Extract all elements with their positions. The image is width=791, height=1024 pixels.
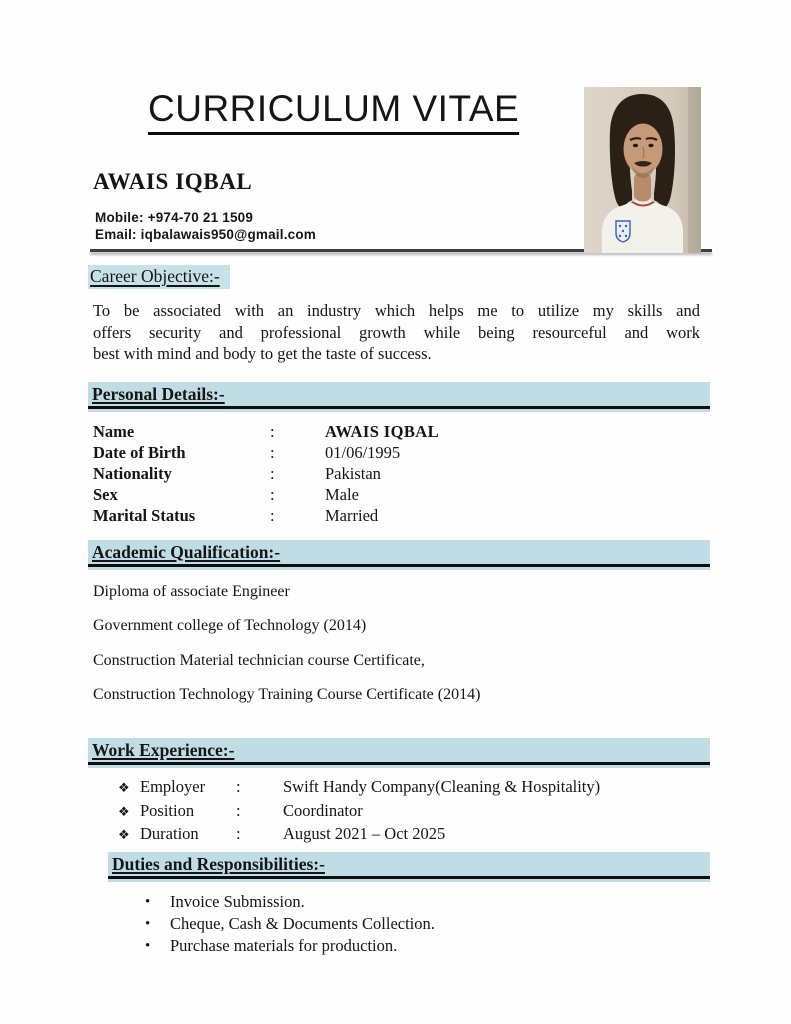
table-row — [118, 823, 791, 847]
detail-value: Married — [325, 505, 379, 525]
work-value: Coordinator — [283, 800, 363, 820]
detail-label: Nationality — [93, 463, 172, 483]
duties-list — [145, 891, 791, 957]
career-objective-text — [93, 300, 700, 365]
work-separator: : — [236, 777, 241, 796]
work-experience-rows — [118, 776, 791, 847]
table-row — [93, 442, 791, 463]
work-value: August 2021 – Oct 2025 — [283, 824, 446, 843]
detail-label: Date of Birth — [93, 442, 186, 462]
dot-bullet-icon: • — [145, 893, 151, 910]
detail-value: Pakistan — [325, 463, 381, 483]
work-label: Employer — [140, 777, 206, 796]
diamond-bullet-icon: ❖ — [118, 781, 130, 796]
detail-separator: : — [270, 505, 275, 525]
list-item: Diploma of associate Engineer — [93, 582, 290, 600]
mobile-value: +974-70 21 1509 — [147, 210, 254, 225]
duties-section-bar — [108, 852, 710, 882]
duty-text: Invoice Submission. — [170, 891, 305, 911]
mobile-label: Mobile: — [95, 210, 148, 225]
personal-details-table — [93, 421, 791, 526]
work-value: Swift Handy Company(Cleaning & Hospitality) — [283, 777, 601, 796]
work-separator: : — [236, 824, 241, 843]
work-separator: : — [236, 800, 241, 820]
portrait-illustration — [584, 87, 701, 253]
personal-details-section-bar — [88, 382, 710, 412]
detail-separator: : — [270, 442, 275, 462]
detail-separator: : — [270, 463, 275, 483]
title-wrap — [148, 0, 519, 135]
email-value: iqbalawais950@gmail.com — [140, 227, 317, 242]
academic-qualification-list — [93, 582, 791, 706]
work-experience-section-bar — [88, 738, 710, 768]
list-item: Construction Material technician course Certificate, — [93, 651, 425, 669]
detail-value: AWAIS IQBAL — [325, 421, 439, 441]
detail-value: Male — [325, 484, 359, 504]
table-row — [93, 421, 791, 442]
work-label: Duration — [140, 824, 199, 843]
dot-bullet-icon: • — [145, 915, 151, 932]
dot-bullet-icon: • — [145, 937, 151, 954]
list-item: Government college of Technology (2014) — [93, 617, 367, 634]
detail-separator: : — [270, 484, 275, 504]
table-row — [93, 484, 791, 505]
diamond-bullet-icon: ❖ — [118, 804, 130, 820]
list-item — [145, 913, 791, 935]
work-label: Position — [140, 800, 195, 820]
candidate-name: AWAIS IQBAL — [93, 169, 253, 194]
detail-label: Name — [93, 421, 135, 441]
objective-line: To be associated with an industry which helps me to utilize my skills and — [93, 301, 700, 320]
personal-details-heading: Personal Details:- — [92, 383, 225, 404]
academic-qualification-heading: Academic Qualification:- — [92, 541, 281, 562]
list-item — [145, 891, 791, 913]
table-row — [93, 463, 791, 484]
academic-qualification-section-bar — [88, 540, 710, 570]
career-objective-heading: Career Objective:- — [88, 265, 230, 289]
objective-line: offers security and professional growth while being resourceful and work — [93, 322, 700, 342]
profile-photo — [584, 87, 701, 253]
objective-line: best with mind and body to get the taste of success. — [93, 344, 432, 363]
detail-separator: : — [270, 421, 275, 441]
table-row — [118, 800, 791, 824]
table-row — [118, 776, 791, 800]
detail-label: Marital Status — [93, 505, 196, 525]
duty-text: Purchase materials for production. — [170, 935, 398, 955]
diamond-bullet-icon: ❖ — [118, 828, 130, 843]
detail-value: 01/06/1995 — [325, 442, 401, 462]
detail-label: Sex — [93, 484, 118, 504]
list-item: Construction Technology Training Course Certificate (2014) — [93, 686, 481, 703]
duties-heading: Duties and Responsibilities:- — [112, 853, 325, 874]
page-title: CURRICULUM VITAE — [148, 88, 519, 135]
list-item — [145, 935, 791, 957]
table-row — [93, 505, 791, 526]
email-label: Email: — [95, 227, 141, 242]
duty-text: Cheque, Cash & Documents Collection. — [170, 913, 435, 933]
work-experience-heading: Work Experience:- — [92, 740, 235, 760]
